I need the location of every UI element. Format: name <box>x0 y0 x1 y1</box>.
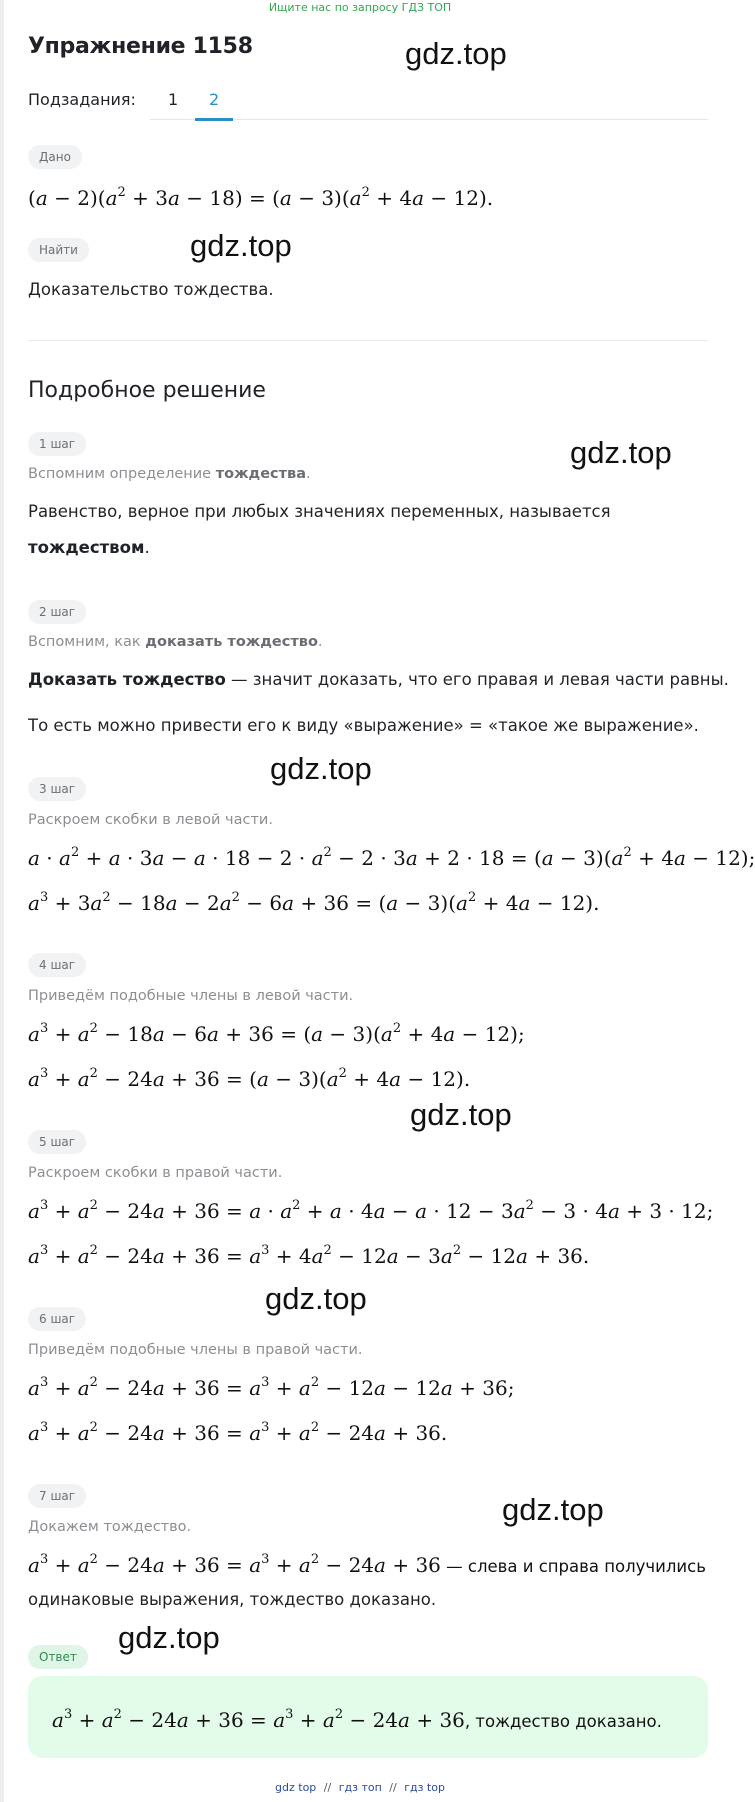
step-2-hint: Вспомним, как доказать тождество. <box>28 634 323 650</box>
answer-badge: Ответ <box>28 1645 88 1669</box>
step-3-hint: Раскроем скобки в левой части. <box>28 812 273 828</box>
subtask-tab-2[interactable]: 2 <box>209 90 220 109</box>
search-notice: Ищите нас по запросу ГДЗ ТОП <box>268 1 452 14</box>
step-1-hint: Вспомним определение тождества. <box>28 466 311 482</box>
step-2-text-line1: Доказать тождество — значит доказать, что его правая и левая части равны. <box>28 670 729 689</box>
footer-links <box>0 1781 720 1794</box>
step-6-hint: Приведём подобные члены в правой части. <box>28 1342 363 1358</box>
left-border <box>0 0 4 1802</box>
step-5-badge: 5 шаг <box>28 1130 86 1154</box>
watermark-5: gdz.top <box>410 1097 512 1132</box>
given-badge: Дано <box>28 145 82 169</box>
watermark-3: gdz.top <box>570 435 672 470</box>
step-5-math-line2: $a^3 + a^2 - 24a + 36 = a^3 + 4a^2 - 12a - 3a^2 - 12a + 36$. <box>28 1243 590 1268</box>
step-7-math-line1: $a^3 + a^2 - 24a + 36 = a^3 + a^2 - 24a + 36$ — слева и справа получились <box>28 1552 706 1577</box>
step-4-badge: 4 шаг <box>28 953 86 977</box>
watermark-1: gdz.top <box>405 36 507 71</box>
find-text: Доказательство тождества. <box>28 280 274 299</box>
watermark-7: gdz.top <box>502 1492 604 1527</box>
watermark-4: gdz.top <box>270 751 372 786</box>
step-3-math-line2: $a^3 + 3a^2 - 18a - 2a^2 - 6a + 36 = (a - 3)(a^2 + 4a - 12)$. <box>28 890 600 915</box>
active-tab-indicator <box>195 118 233 121</box>
step-6-math-line2: $a^3 + a^2 - 24a + 36 = a^3 + a^2 - 24a + 36$. <box>28 1420 448 1445</box>
step-5-math-line1: $a^3 + a^2 - 24a + 36 = a \cdot a^2 + a \cdot 4a - a \cdot 12 - 3a^2 - 3 \cdot 4a + 3 \cdot 12$; <box>28 1198 714 1223</box>
answer-expression: $a^3 + a^2 - 24a + 36 = a^3 + a^2 - 24a + 36$, тождество доказано. <box>52 1707 662 1732</box>
step-4-math-line2: $a^3 + a^2 - 24a + 36 = (a - 3)(a^2 + 4a - 12)$. <box>28 1066 471 1091</box>
footer-separator-2: // <box>389 1781 397 1794</box>
step-6-math-line1: $a^3 + a^2 - 24a + 36 = a^3 + a^2 - 12a - 12a + 36$; <box>28 1375 515 1400</box>
step-1-text-line2: тождеством. <box>28 538 150 557</box>
step-7-badge: 7 шаг <box>28 1484 86 1508</box>
footer-separator-1: // <box>323 1781 332 1794</box>
footer-link-2[interactable]: гдз топ <box>338 1781 382 1794</box>
footer-link-1[interactable]: gdz top <box>275 1781 317 1794</box>
subtasks-bar <box>28 84 708 120</box>
subtask-tab-1[interactable]: 1 <box>168 90 179 109</box>
subtasks-divider <box>150 119 708 120</box>
step-6-badge: 6 шаг <box>28 1307 86 1331</box>
step-4-hint: Приведём подобные члены в левой части. <box>28 988 354 1004</box>
step-4-math-line1: $a^3 + a^2 - 18a - 6a + 36 = (a - 3)(a^2 + 4a - 12)$; <box>28 1021 525 1046</box>
step-7-hint: Докажем тождество. <box>28 1519 192 1535</box>
step-3-math-line1: $a \cdot a^2 + a \cdot 3a - a \cdot 18 - 2 \cdot a^2 - 2 \cdot 3a + 2 \cdot 18 = (a - 3)(a^2 + 4a - 12)$; <box>28 845 755 870</box>
exercise-title: Упражнение 1158 <box>28 34 253 59</box>
step-2-text-line2: То есть можно привести его к виду «выражение» = «такое же выражение». <box>28 716 699 735</box>
watermark-2: gdz.top <box>190 228 292 263</box>
watermark-6: gdz.top <box>265 1281 367 1316</box>
step-7-text-line2: одинаковые выражения, тождество доказано. <box>28 1590 437 1609</box>
step-1-text-line1: Равенство, верное при любых значениях переменных, называется <box>28 502 611 521</box>
subtasks-label: Подзадания: <box>28 90 136 109</box>
step-2-badge: 2 шаг <box>28 600 86 624</box>
footer-link-3[interactable]: гдз top <box>404 1781 445 1794</box>
watermark-8: gdz.top <box>118 1620 220 1655</box>
solution-title: Подробное решение <box>28 378 266 403</box>
step-5-hint: Раскроем скобки в правой части. <box>28 1165 283 1181</box>
section-divider <box>28 340 708 341</box>
step-1-badge: 1 шаг <box>28 432 86 456</box>
find-badge: Найти <box>28 238 89 262</box>
step-3-badge: 3 шаг <box>28 777 86 801</box>
given-expression: $(a - 2)(a^2 + 3a - 18) = (a - 3)(a^2 + 4a - 12)$. <box>28 185 494 210</box>
